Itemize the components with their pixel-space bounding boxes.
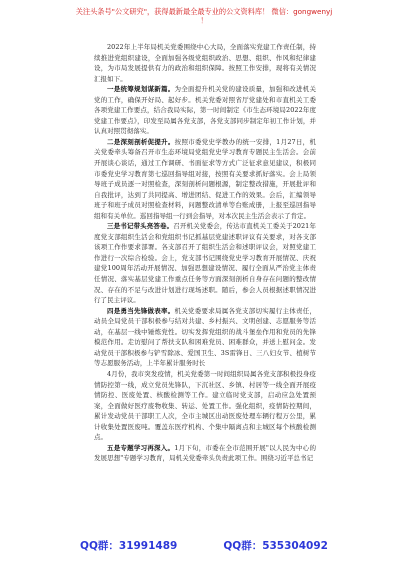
paragraph-2: 二是深刻剖析促提升。按照市委党史学教办的统一安排，1月27日，机关党委牵头筹备召开市生态环境局党组党史学习教育专题民主生活会。会前开展谈心谈话，通过工作调研、书面征求等方式广泛征求意见建议，积极同市委党史学习教育第七巡回指导组对接，按照有关要求抓好落实。会上局领导班子成员逐一对照检查，深刻剖析问题根源，制定整改措施，开展批评和自我批评，达到了共同提高、增进团结、促进工作的效果。会后，汇编领导班子和班子成员对照检查材料，问题整改清单等台账成册，上报至巡回指导组和有关单位。巡回指导组一行到会指导，对本次民主生活会表示了肯定。 bbox=[94, 137, 316, 220]
section-heading: 一是统筹规划谋新篇。 bbox=[107, 85, 175, 94]
qq-group-1: QQ群：31991489 bbox=[80, 540, 178, 552]
paragraph-6: 五是专题学习再深入。1月下旬，市委在全市范围开展"以人民为中心的发展思想"专题学习教育，局机关党委牵头负责此项工作。围绕习近平总书记 bbox=[94, 443, 316, 463]
watermark-banner bbox=[0, 0, 408, 38]
section-heading: 三是书记带头亮答卷。 bbox=[107, 222, 174, 231]
banner-line-2: ！ bbox=[200, 16, 208, 25]
qq-group-footer bbox=[0, 538, 408, 560]
section-heading: 二是深刻剖析促提升。 bbox=[107, 137, 175, 146]
paragraph-1: 一是统筹规划谋新篇。为全面提升机关党的建设质量，加强和改进机关党的工作，确保开好局、起好步。机关党委对照省厅党建处和市直机关工委各项党建工作要点，结合我局实际，第一时间制定《市生态环境局2022年度党建工作要点》，印发至局属各党支部，各党支部同步制定年初工作计划，并认真对照贯彻落实。 bbox=[94, 85, 316, 136]
section-heading: 五是专题学习再深入。 bbox=[107, 443, 175, 452]
paragraph-5: 4月份，我市突发疫情，机关党委第一时间组织局属各党支部积极投身疫情防控第一线，成立党员先锋队，下沉社区、乡镇、村居等一线全面开展疫情防控、医废处置、核酸检测等工作。建立临时党支部，启动应急处置预案，全面做好医疗废物收集、转运、处置工作。强化组织，疫情防控期间，累计发动党员干部职工人次，全市主城区出动医废处理车辆行程万公里，累计收集处置医废吨。覆盖东医疗机构、个集中隔离点和主城区每个核酸检测点。 bbox=[94, 369, 316, 442]
banner-line-1: 关注头条号"公文研究"，获得最新最全最专业的公文资料库！ 微信：gongwenyj bbox=[75, 7, 333, 16]
section-heading: 四是勇当先锋做表率。 bbox=[107, 306, 175, 315]
paragraph-intro: 2022年上半年局机关党委围绕中心大局，全面落实党建工作责任制，持续推进党组织建设，全面加强各级党组织政治、思想、组织、作风和纪律建设，为市局发展提供有力的政治和组织保障。按照工作安排，现将有关情况汇报如下。 bbox=[94, 43, 316, 83]
paragraph-3: 三是书记带头亮答卷。召开机关党委会，传达市直机关工委关于2021年度党支部组织生活会和党组织书记抓基层党建述职评议有关要求，对各支部该项工作作要求部署。各支部召开了组织生活会和述职评议会，对照党建工作进行一次综合检验。会上，党支部书记围绕党史学习教育开展情况、庆祝建党100周年活动开展情况、加强思想建设情况、履行全面从严治党主体责任情况、落实基层党建工作重点任务等方面深刻剖析自身存在问题的整改情况、存在的不足与改进计划进行现场述职。随后，参会人员根据述职情况进行了民主评议。 bbox=[94, 222, 316, 305]
document-body bbox=[94, 42, 316, 534]
qq-group-2: QQ群：535304092 bbox=[223, 540, 328, 552]
paragraph-4: 四是勇当先锋做表率。机关党委要求局属各党支部切实履行主体责任，动员全局党员干部积极参与结对共建、乡村振兴、文明创建、志愿服务等活动，在基层一线中锤炼党性。切实发挥党组织的战斗堡垒作用和党员的先锋模范作用。走访慰问了帮扶支队和困难党员、困难群众，并送上慰问金。发动党员干部积极参与铲雪除冰、爱国卫生、3S雷锋日、三八妇女节、植树节等志愿服务活动，上半年累计服务时长 bbox=[94, 306, 316, 368]
